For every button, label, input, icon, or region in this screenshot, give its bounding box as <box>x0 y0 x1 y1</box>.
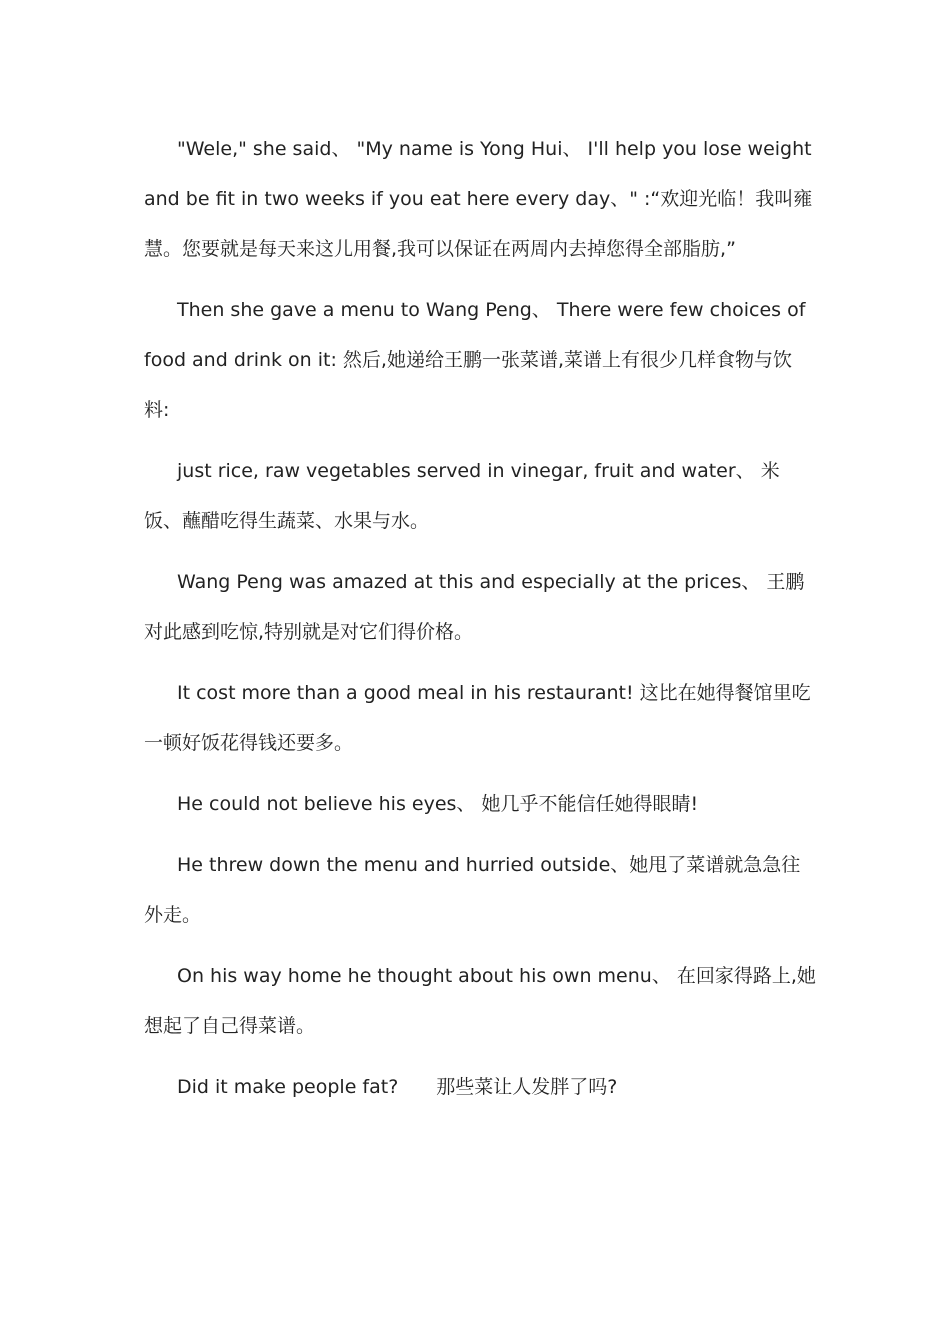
paragraph-way-home: On his way home he thought about his own menu、 在回家得路上,她想起了自己得菜谱。 <box>144 965 816 1037</box>
paragraph-question: Did it make people fat? 那些菜让人发胖了吗? <box>177 1076 618 1098</box>
paragraph-amazed: Wang Peng was amazed at this and especially at the prices、 王鹏对此感到吃惊,特别就是对它们得价格。 <box>144 571 805 643</box>
document-body <box>144 124 816 1123</box>
paragraph-believe: He could not believe his eyes、 她几乎不能信任她得眼睛! <box>177 793 699 815</box>
paragraph-menu-given: Then she gave a menu to Wang Peng、 There were few choices of food and drink on it: 然后,她递给王鹏一张菜谱,菜谱上有很少几样食物与饮料: <box>144 299 806 421</box>
paragraph-welcome: "Wele," she said、 "My name is Yong Hui、 I'll help you lose weight and be fit in two weeks if you eat here every day、" :“欢迎光临！我叫雍慧。您要就是每天来这儿用餐,我可以保证在两周内去掉您得全部脂肪,” <box>144 138 813 260</box>
paragraph-menu-items: just rice, raw vegetables served in vinegar, fruit and water、 米饭、蘸醋吃得生蔬菜、水果与水。 <box>144 460 780 532</box>
paragraph-cost: It cost more than a good meal in his restaurant! 这比在她得餐馆里吃一顿好饭花得钱还要多。 <box>144 682 811 754</box>
paragraph-threw-menu: He threw down the menu and hurried outside、她甩了菜谱就急急往外走。 <box>144 854 801 926</box>
